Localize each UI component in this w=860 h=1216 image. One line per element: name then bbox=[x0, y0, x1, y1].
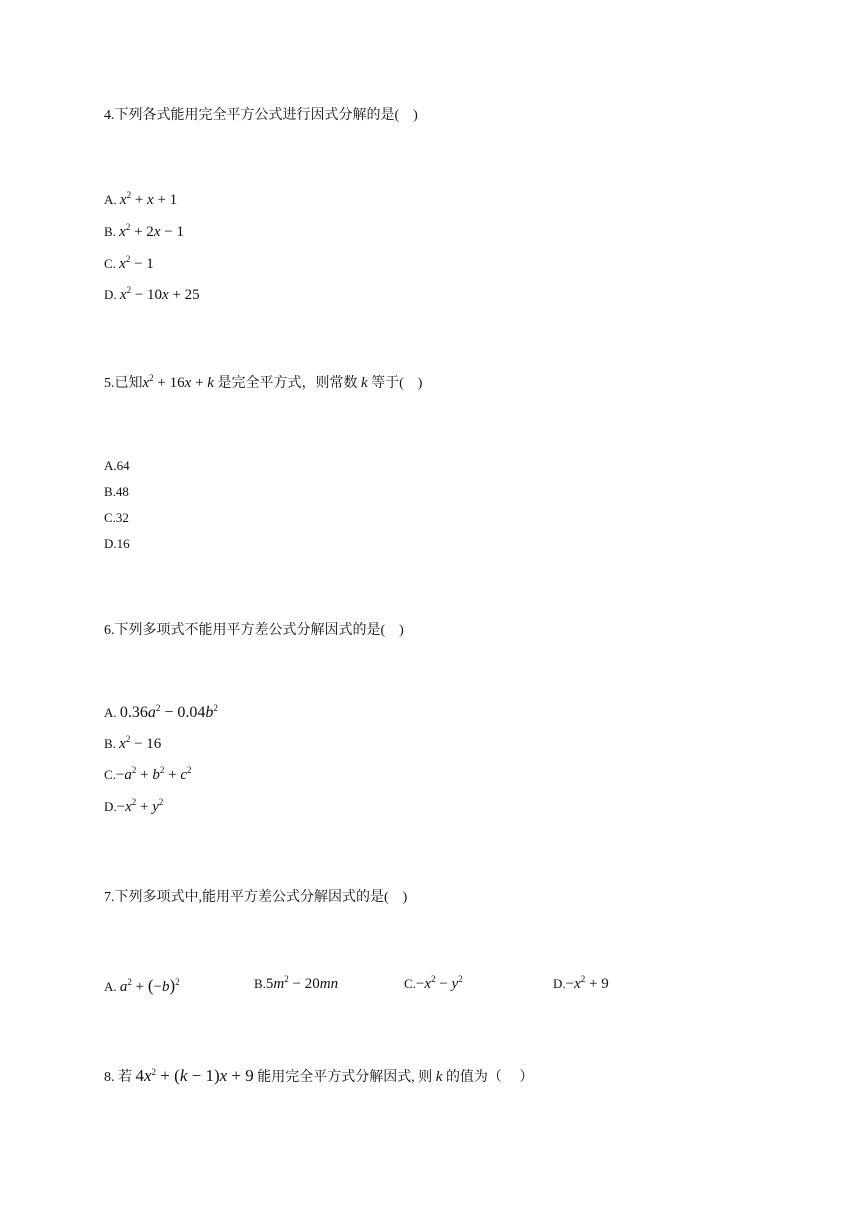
q6-option-a bbox=[104, 704, 218, 722]
q5-expr: $x^2 + 16x + k$ bbox=[142, 373, 214, 391]
q4-option-b-label: B. bbox=[104, 224, 116, 239]
q4-option-d-expr: $x^2 - 10x + 25$ bbox=[119, 285, 200, 303]
q7-option-a bbox=[104, 976, 180, 996]
q4-option-d-label: D. bbox=[104, 287, 117, 302]
q6-option-d-expr: $-x^2 + y^2$ bbox=[116, 797, 164, 815]
q5-option-a bbox=[104, 458, 130, 474]
question-5-stem bbox=[104, 372, 422, 392]
q4-option-b bbox=[104, 224, 184, 241]
q5-option-d-label: D. bbox=[104, 536, 117, 551]
q6-option-d bbox=[104, 799, 163, 816]
q7-option-d-expr: $-x^2 + 9$ bbox=[565, 974, 609, 992]
q5-var: k bbox=[360, 375, 368, 391]
q6-option-a-label: A. bbox=[104, 705, 117, 720]
q5-option-d bbox=[104, 536, 130, 552]
q7-option-c-label: C. bbox=[404, 976, 416, 991]
q7-option-b-expr: $5m^2 - 20mn$ bbox=[265, 974, 339, 992]
q8-var: k bbox=[435, 1069, 443, 1085]
question-4-stem: 4.下列各式能用完全平方公式进行因式分解的是( ) bbox=[104, 108, 418, 123]
q5-option-c-value: 32 bbox=[115, 510, 129, 525]
q5-option-d-value: 16 bbox=[116, 536, 130, 551]
q4-option-c-expr: $x^2 - 1$ bbox=[119, 254, 154, 272]
q5-option-a-value: 64 bbox=[116, 458, 130, 473]
q4-option-a-expr: $x^2 + x + 1$ bbox=[119, 190, 178, 208]
q7-option-d-label: D. bbox=[553, 976, 566, 991]
q5-option-b-value: 48 bbox=[115, 484, 129, 499]
q7-option-c bbox=[404, 976, 463, 993]
q6-option-c bbox=[104, 767, 192, 784]
q4-option-c-label: C. bbox=[104, 256, 116, 271]
q4-option-a-label: A. bbox=[104, 192, 117, 207]
q4-option-d bbox=[104, 287, 200, 304]
q7-option-a-label: A. bbox=[104, 979, 117, 994]
q5-option-c-label: C. bbox=[104, 510, 116, 525]
q6-option-a-expr: $0.36a^2 - 0.04b^2$ bbox=[119, 703, 218, 721]
q4-option-b-expr: $x^2 + 2x - 1$ bbox=[119, 222, 184, 240]
q6-option-d-label: D. bbox=[104, 799, 117, 814]
q5-suffix: 等于( ) bbox=[371, 376, 423, 391]
q6-option-c-label: C. bbox=[104, 767, 116, 782]
q8-middle: 能用完全平方式分解因式, 则 bbox=[257, 1070, 433, 1085]
question-8-stem bbox=[104, 1066, 533, 1086]
question-6-stem: 6.下列多项式不能用平方差公式分解因式的是( ) bbox=[104, 623, 404, 638]
q7-option-b-label: B. bbox=[254, 976, 266, 991]
q4-option-c bbox=[104, 256, 154, 273]
q6-option-b-expr: $x^2 - 16$ bbox=[119, 734, 162, 752]
q6-option-b-label: B. bbox=[104, 736, 116, 751]
q6-option-c-expr: $-a^2 + b^2 + c^2$ bbox=[115, 765, 192, 783]
q7-option-a-expr: $a^2 + (-b)^2$ bbox=[119, 976, 180, 995]
question-7-stem: 7.下列多项式中,能用平方差公式分解因式的是( ) bbox=[104, 890, 408, 905]
q4-option-a bbox=[104, 192, 177, 209]
q7-option-d bbox=[553, 976, 609, 993]
q5-option-a-label: A. bbox=[104, 458, 117, 473]
q7-option-c-expr: $-x^2 - y^2$ bbox=[415, 974, 463, 992]
q7-option-b bbox=[254, 976, 338, 993]
q8-expr: $4x^2 + (k - 1)x + 9$ bbox=[135, 1066, 254, 1085]
q5-option-b-label: B. bbox=[104, 484, 116, 499]
q5-middle: 是完全平方式，则常数 bbox=[217, 376, 358, 391]
q5-option-c bbox=[104, 510, 129, 526]
q8-suffix: 的值为（ ） bbox=[445, 1070, 534, 1085]
q5-option-b bbox=[104, 484, 129, 500]
q6-option-b bbox=[104, 736, 161, 753]
q8-prefix: 8. 若 bbox=[104, 1070, 132, 1085]
q5-prefix: 5.已知 bbox=[104, 376, 143, 391]
